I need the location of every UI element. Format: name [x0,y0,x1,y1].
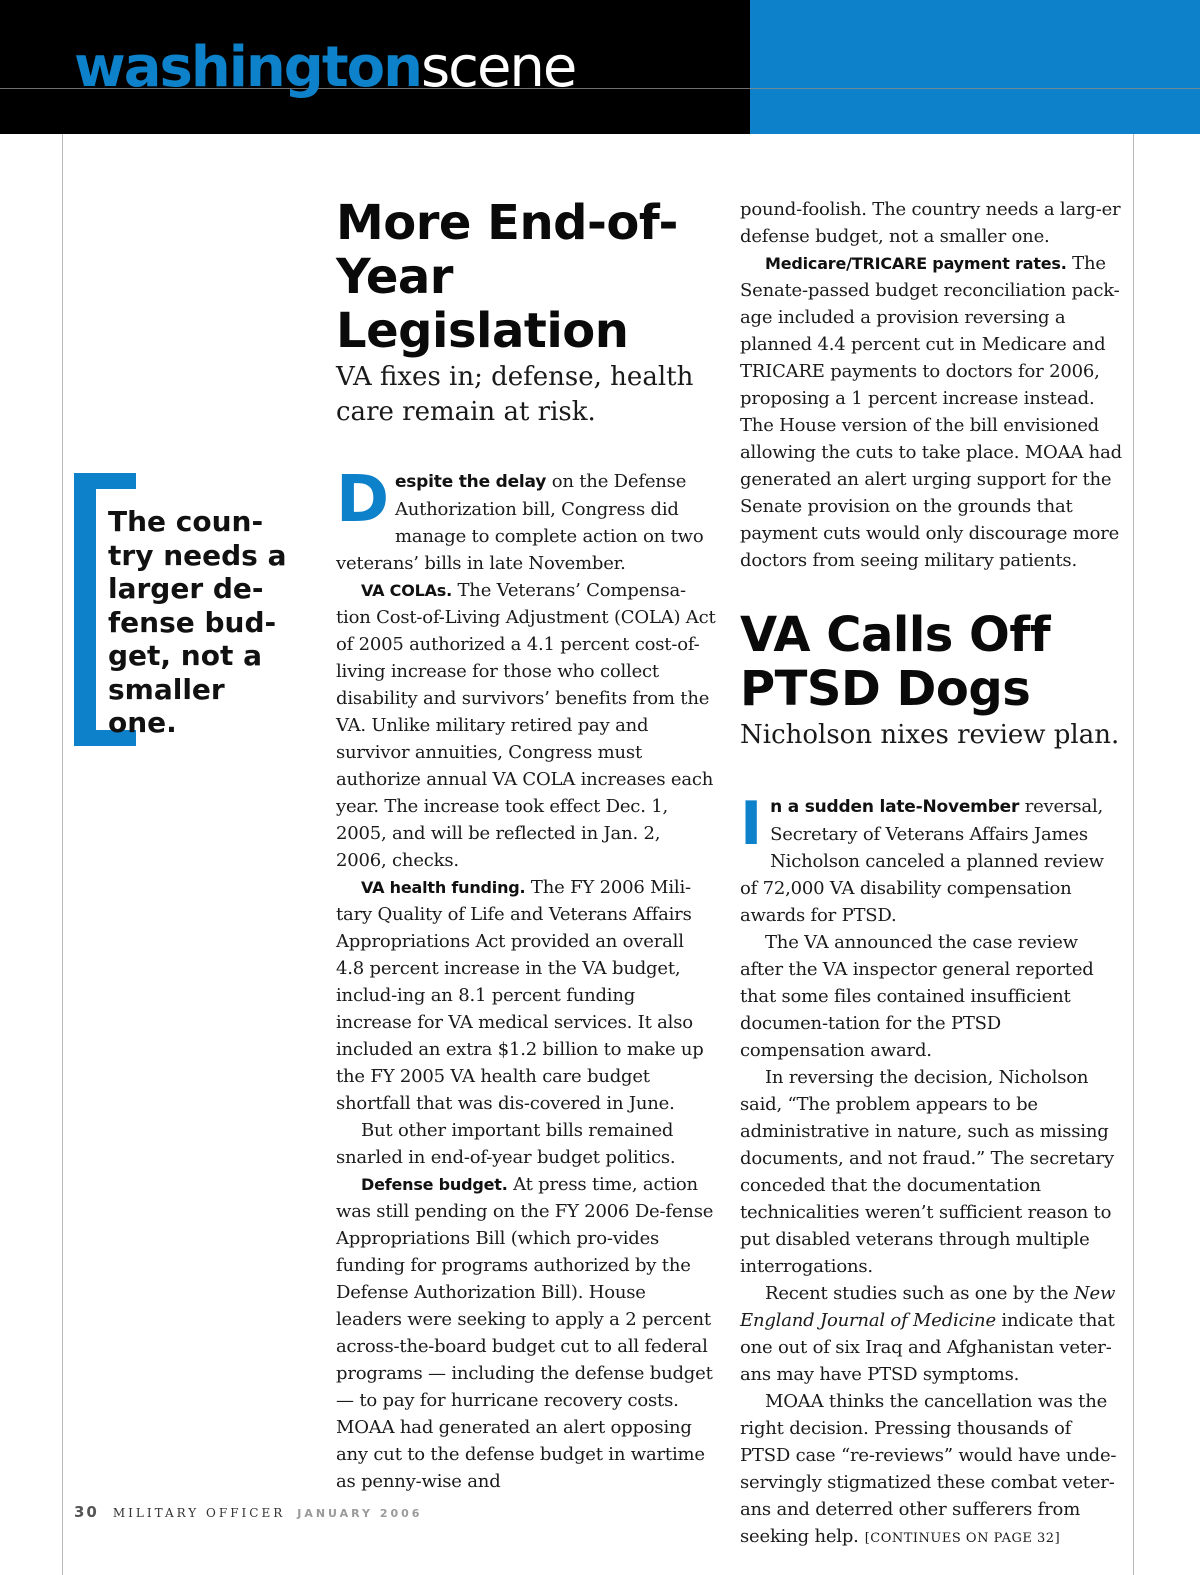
article1-medicare-paragraph [740,250,1124,574]
article1-lead-paragraph [336,463,716,577]
continues-on-page-link[interactable]: [CONTINUES ON PAGE 32] [864,1531,1061,1546]
article1-dropcap: D [336,463,389,537]
magazine-name: MILITARY OFFICER [112,1506,286,1520]
article2-paragraph-5 [740,1388,1124,1552]
article2-paragraph-4 [740,1280,1124,1388]
page-frame-left [62,134,63,1575]
article1-colas-paragraph [336,577,716,874]
article2-p5-text: MOAA thinks the cancellation was the right decision. Pressing thousands of PTSD case “re-reviews” would have unde-servingly stigmatized these combat veter-ans and deterred other sufferers from seeking help. [740,1391,1117,1547]
article1-lead-bold: espite the delay [394,472,547,492]
article1-health-label: VA health funding. [361,878,526,897]
article1-deck: VA fixes in; defense, health care remain at risk. [336,362,694,427]
pull-quote: The coun-try needs a larger de-fense bud-get, not a smaller one. [108,505,287,739]
article-column-2 [740,196,1124,1552]
header-banner-blue [750,0,1200,134]
article2-journal-title: New England Journal of Medicine [740,1283,1116,1331]
article1-medicare-label: Medicare/TRICARE payment rates. [765,254,1067,273]
article1-colas-text: The Veterans’ Compensa-tion Cost-of-Living Adjustment (COLA) Act of 2005 authorized a 4.1 percent cost-of-living increase for those who collect disability and survivors’ benefits from the VA. Unlike military retired pay and survivor annuities, Congress must authorize annual VA COLA increases each year. The increase took effect Dec. 1, 2005, and will be reflected in Jan. 2, 2006, checks. [336,580,716,871]
article1-headline: More End-of-Year Legislation [336,195,678,359]
article2-lead-paragraph [740,789,1124,929]
article1-other-bills-paragraph: But other important bills remained snarled in end-of-year budget politics. [336,1120,676,1168]
article1-lead-text: on the Defense Authorization bill, Congress did manage to complete action on two veterans’ bills in late November. [336,471,704,574]
article2-headline: VA Calls Off PTSD Dogs [740,607,1051,717]
page-footer [74,1503,422,1521]
article-column-1 [336,196,716,1495]
article1-continued-body [740,196,1124,574]
article2-lead-text: reversal, Secretary of Veterans Affairs James Nicholson canceled a planned review of 72,000 VA disability compensation awards for PTSD. [740,796,1104,926]
article2-p4-start: Recent studies such as one by the [765,1283,1074,1304]
article1-defense-continued: pound-foolish. The country needs a larg-er defense budget, not a smaller one. [740,199,1121,247]
article2-p4-end: indicate that one out of six Iraq and Afghanistan veter-ans may have PTSD symptoms. [740,1310,1115,1385]
article1-health-paragraph [336,874,716,1117]
article1-colas-label: VA COLAs. [361,581,452,600]
article1-defense-label: Defense budget. [361,1175,508,1194]
article2-lead-bold: n a sudden late-November [770,797,1020,817]
section-title [74,30,575,106]
article2-dropcap: I [740,789,763,859]
article2-paragraph-2: The VA announced the case review after the VA inspector general reported that some files contained insufficient documen-tation for the PTSD compensation award. [740,932,1094,1061]
page-frame-right [1133,134,1134,1575]
page-number: 30 [74,1503,99,1521]
article1-health-text: The FY 2006 Mili-tary Quality of Life and Veterans Affairs Appropriations Act provided an overall 4.8 percent increase in the VA budget, includ-ing an 8.1 percent funding increase for VA medical services. It also included an extra $1.2 billion to make up the FY 2005 VA health care budget shortfall that was dis-covered in June. [336,877,704,1114]
article2-paragraph-3: In reversing the decision, Nicholson said, “The problem appears to be administrative in nature, such as missing documents, and not fraud.” The secretary conceded that the documentation technicalities weren’t sufficient reason to put disabled veterans through multiple interrogations. [740,1067,1114,1277]
article1-defense-paragraph [336,1171,716,1495]
article1-medicare-text: The Senate-passed budget reconciliation pack-age included a provision reversing a planned 4.4 percent cut in Medicare and TRICARE payments to doctors for 2006, proposing a 1 percent increase instead. The House version of the bill envisioned allowing the cuts to take place. MOAA had generated an alert urging support for the Senate provision on the grounds that payment cuts would only discourage more doctors from seeing military patients. [740,253,1122,571]
article1-body [336,463,716,1495]
section-title-light: scene [420,35,576,100]
section-title-bold: washington [74,35,421,100]
article2-deck: Nicholson nixes review plan. [740,720,1120,750]
issue-date: JANUARY 2006 [297,1507,423,1520]
article2-body [740,789,1124,1552]
article1-defense-text: At press time, action was still pending on the FY 2006 De-fense Appropriations Bill (which pro-vides funding for programs authorized by the Defense Authorization Bill). House leaders were seeking to apply a 2 percent across-the-board budget cut to all federal programs — including the defense budget — to pay for hurricane recovery costs. MOAA had generated an alert opposing any cut to the defense budget in wartime as penny-wise and [336,1174,714,1492]
